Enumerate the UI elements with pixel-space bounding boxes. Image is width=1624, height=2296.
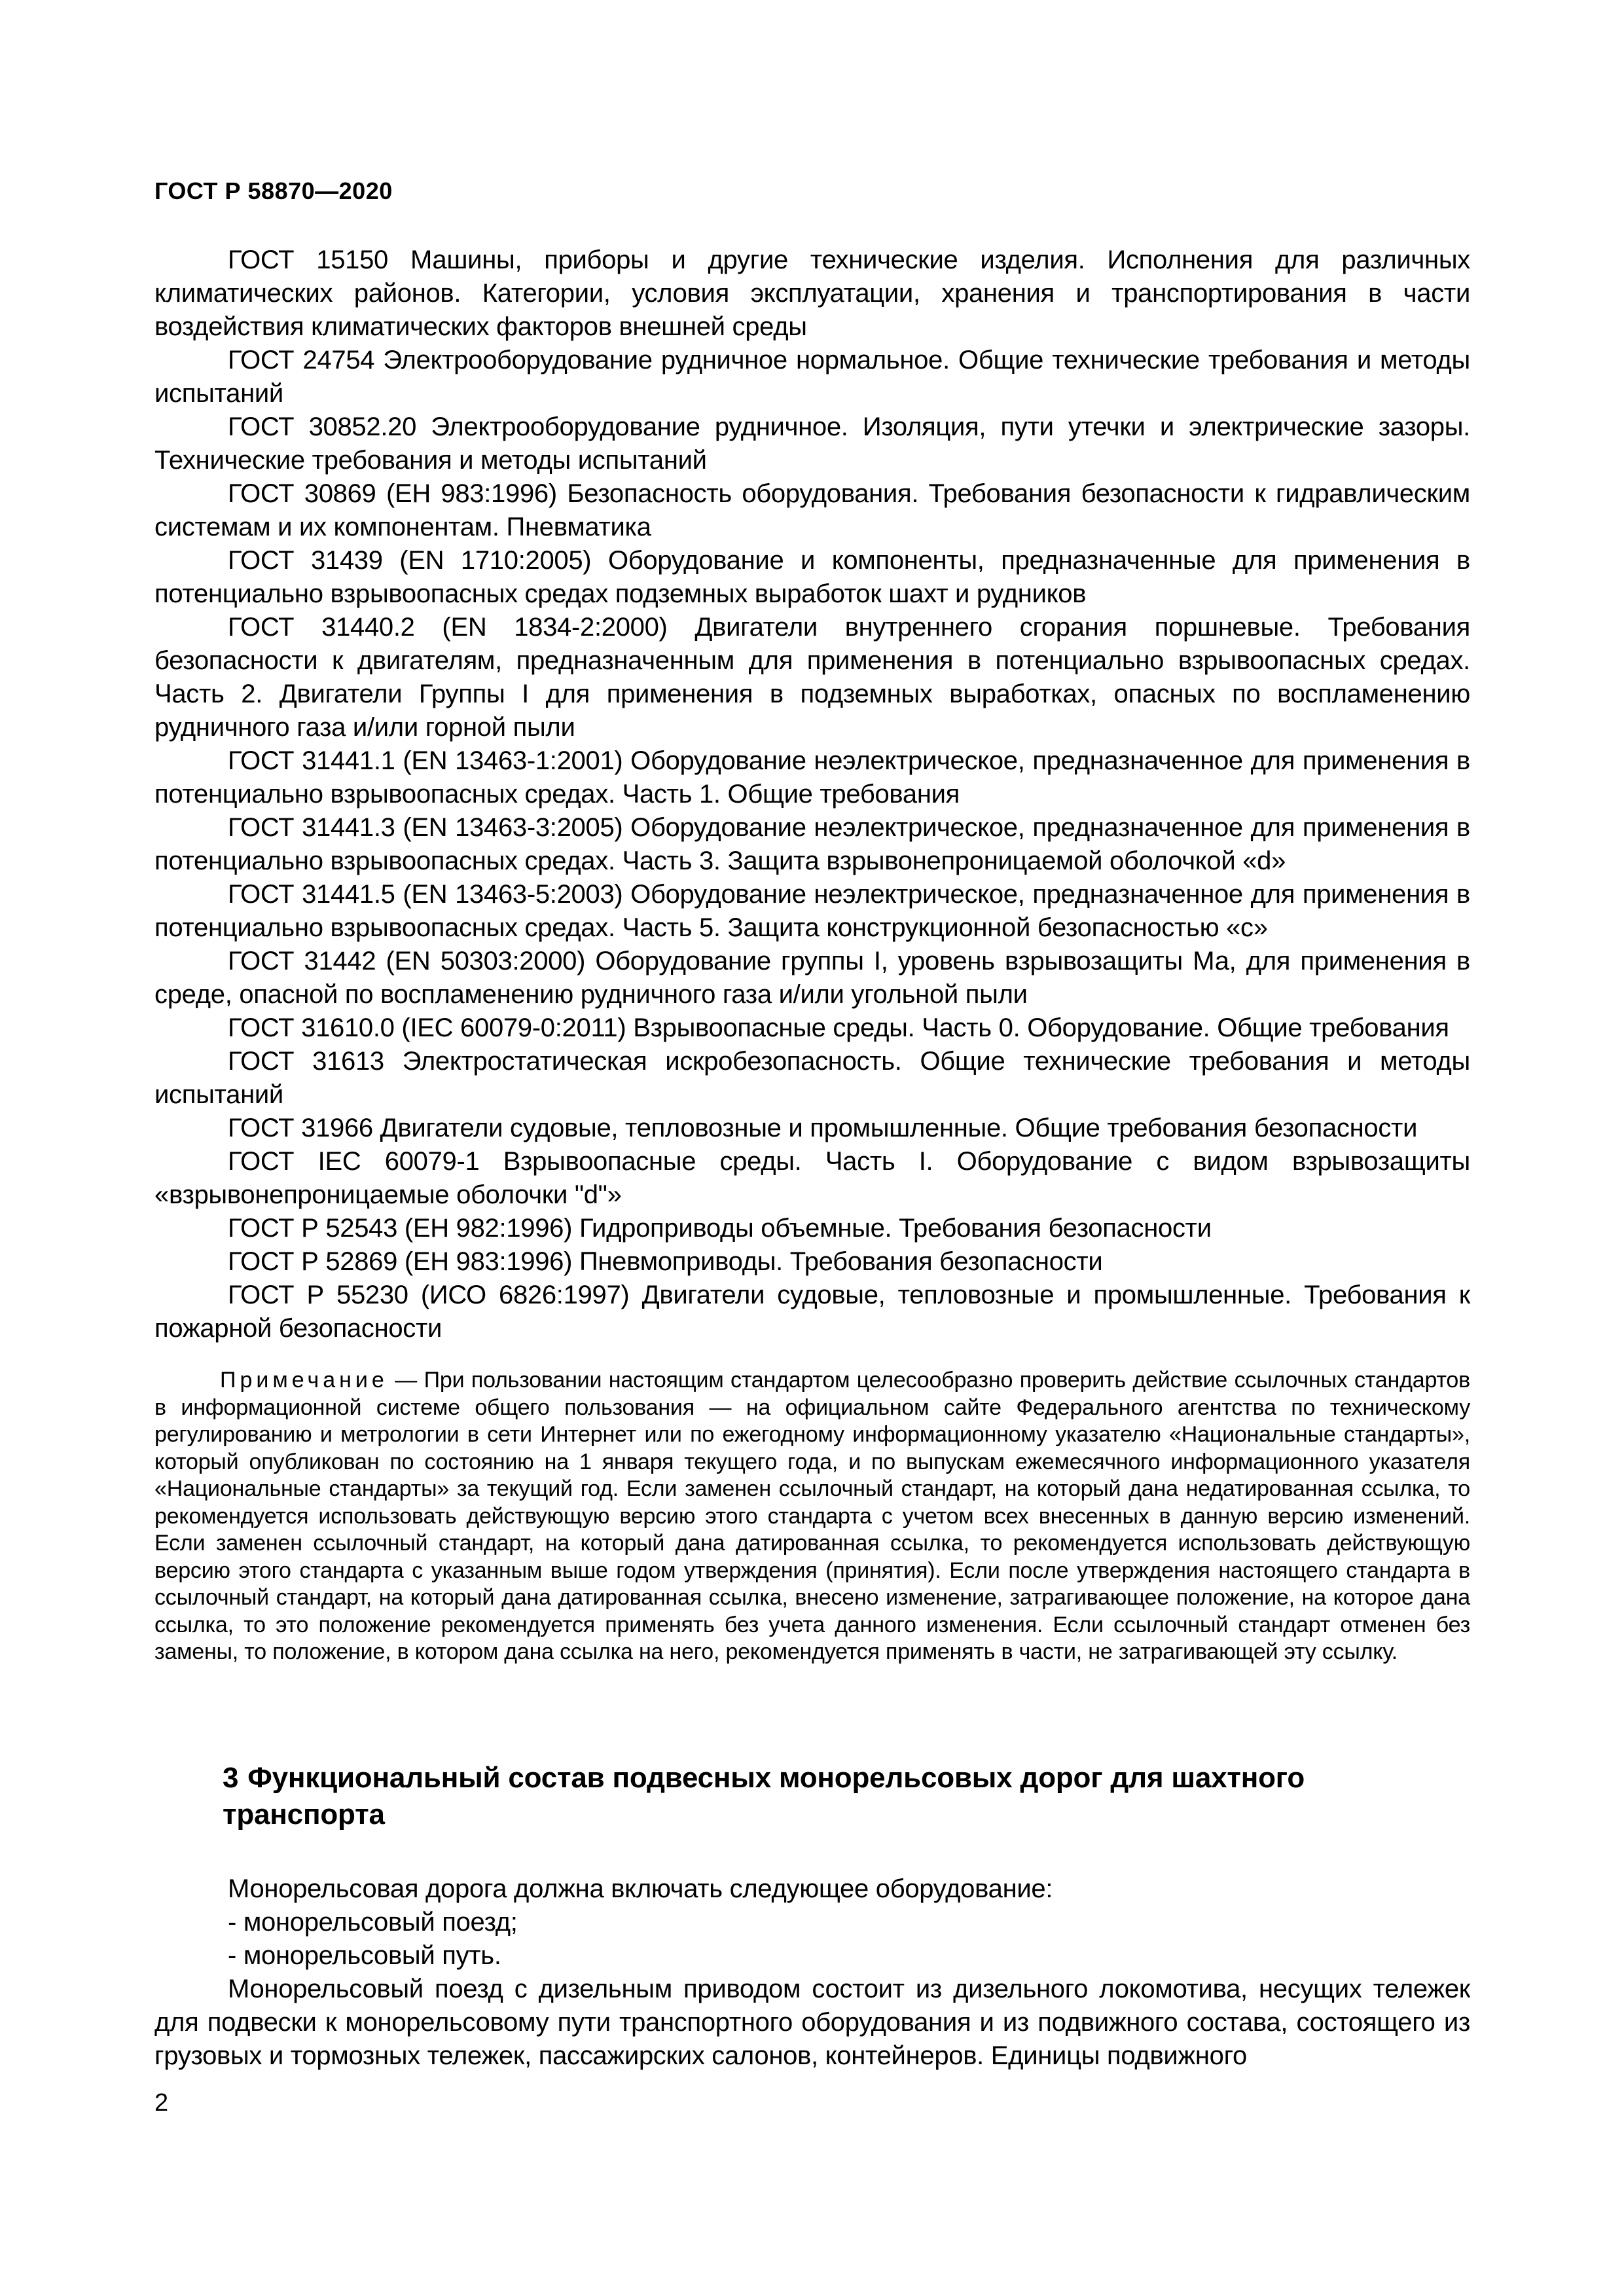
section-number: 3 (223, 1762, 239, 1794)
reference-item: ГОСТ Р 55230 (ИСО 6826:1997) Двигатели судовые, тепловозные и промышленные. Требования к пожарной безопасности (154, 1281, 1470, 1343)
note-text: При пользовании настоящим стандартом целесообразно проверить действие ссылочных стандартов в информационной системе общего пользования — на официальном сайте Федерального агентства по техническому регулированию и метрологии в сети Интернет или по ежегодному информационному указателю «Национальные стандарты», который опубликован по состоянию на 1 января текущего года, и по выпускам ежемесячного информационного указателя «Национальные стандарты» за текущий год. Если заменен ссылочный стандарт, на который дана недатированная ссылка, то рекомендуется использовать действующую версию этого стандарта с учетом всех внесенных в данную версию изменений. Если заменен ссылочный стандарт, на который дана датированная ссылка, то рекомендуется использовать действующую версию этого стандарта с указанным выше годом утверждения (принятия). Если после утверждения настоящего стандарта в ссылочный стандарт, на который дана датированная ссылка, внесено изменение, затрагивающее положение, на которое дана ссылка, то это положение рекомендуется применять без учета данного изменения. Если ссылочный стандарт отменен без замены, то положение, в котором дана ссылка на него, рекомендуется применять в части, не затрагивающей эту ссылку. (154, 1368, 1470, 1664)
reference-item: ГОСТ 31966 Двигатели судовые, тепловозные и промышленные. Общие требования безопасности (228, 1114, 1418, 1142)
reference-item: ГОСТ 31441.3 (EN 13463-3:2005) Оборудование неэлектрическое, предназначенное для применения в потенциально взрывоопасных средах. Часть 3. Защита взрывонепроницаемой оболочкой «d» (154, 813, 1470, 875)
reference-item: ГОСТ 31610.0 (IEC 60079-0:2011) Взрывоопасные среды. Часть 0. Оборудование. Общие требования (228, 1013, 1449, 1042)
reference-item: ГОСТ 30869 (ЕН 983:1996) Безопасность оборудования. Требования безопасности к гидравлическим системам и их компонентам. Пневматика (154, 479, 1470, 541)
page-number: 2 (154, 2089, 169, 2117)
note-paragraph (154, 1367, 1470, 1666)
reference-item: ГОСТ 31439 (EN 1710:2005) Оборудование и компоненты, предназначенные для применения в потенциально взрывоопасных средах подземных выработок шахт и рудников (154, 546, 1470, 608)
reference-item: ГОСТ 30852.20 Электрооборудование рудничное. Изоляция, пути утечки и электрические зазоры. Технические требования и методы испытаний (154, 412, 1470, 475)
reference-item: ГОСТ 31442 (EN 50303:2000) Оборудование группы I, уровень взрывозащиты Ма, для применения в среде, опасной по воспламенению рудничного газа и/или угольной пыли (154, 947, 1470, 1009)
running-header: ГОСТ Р 58870—2020 (154, 177, 393, 204)
reference-item: ГОСТ Р 52869 (ЕН 983:1996) Пневмоприводы. Требования безопасности (228, 1247, 1103, 1276)
reference-item: ГОСТ 15150 Машины, приборы и другие технические изделия. Исполнения для различных климатических районов. Категории, условия эксплуатации, хранения и транспортирования в части воздействия климатических факторов внешней среды (154, 246, 1470, 341)
section-list-item: - монорельсовый путь. (228, 1941, 501, 1970)
note-dash: — (388, 1368, 424, 1393)
section-paragraph: Монорельсовая дорога должна включать следующее оборудование: (228, 1874, 1053, 1903)
note-block (154, 1367, 1470, 1666)
note-label: Примечание (220, 1368, 388, 1393)
section-title: Функциональный состав подвесных монорельсовых дорог для шахтного транспорта (223, 1762, 1305, 1831)
normative-references-list (154, 244, 1470, 1345)
reference-item: ГОСТ 31440.2 (EN 1834-2:2000) Двигатели внутреннего сгорания поршневые. Требования безопасности к двигателям, предназначенным для применения в потенциально взрывоопасных средах. Часть 2. Двигатели Группы I для применения в подземных выработках, опасных по воспламенению рудничного газа и/или горной пыли (154, 613, 1470, 742)
reference-item: ГОСТ 31441.1 (EN 13463-1:2001) Оборудование неэлектрическое, предназначенное для применения в потенциально взрывоопасных средах. Часть 1. Общие требования (154, 746, 1470, 809)
reference-item: ГОСТ IEC 60079-1 Взрывоопасные среды. Часть I. Оборудование с видом взрывозащиты «взрывонепроницаемые оболочки "d"» (154, 1147, 1470, 1209)
section-paragraph: Монорельсовый поезд с дизельным приводом состоит из дизельного локомотива, несущих тележек для подвески к монорельсовому пути транспортного оборудования и из подвижного состава, состоящего из грузовых и тормозных тележек, пассажирских салонов, контейнеров. Единицы подвижного (154, 1975, 1470, 2070)
reference-item: ГОСТ 24754 Электрооборудование рудничное нормальное. Общие технические требования и методы испытаний (154, 346, 1470, 408)
reference-item: ГОСТ Р 52543 (ЕН 982:1996) Гидроприводы объемные. Требования безопасности (228, 1214, 1212, 1243)
section-list-item: - монорельсовый поезд; (228, 1908, 518, 1937)
reference-item: ГОСТ 31441.5 (EN 13463-5:2003) Оборудование неэлектрическое, предназначенное для применения в потенциально взрывоопасных средах. Часть 5. Защита конструкционной безопасностью «c» (154, 880, 1470, 942)
section-body (154, 1872, 1470, 2073)
section-heading (223, 1760, 1470, 1833)
reference-item: ГОСТ 31613 Электростатическая искробезопасность. Общие технические требования и методы испытаний (154, 1047, 1470, 1109)
